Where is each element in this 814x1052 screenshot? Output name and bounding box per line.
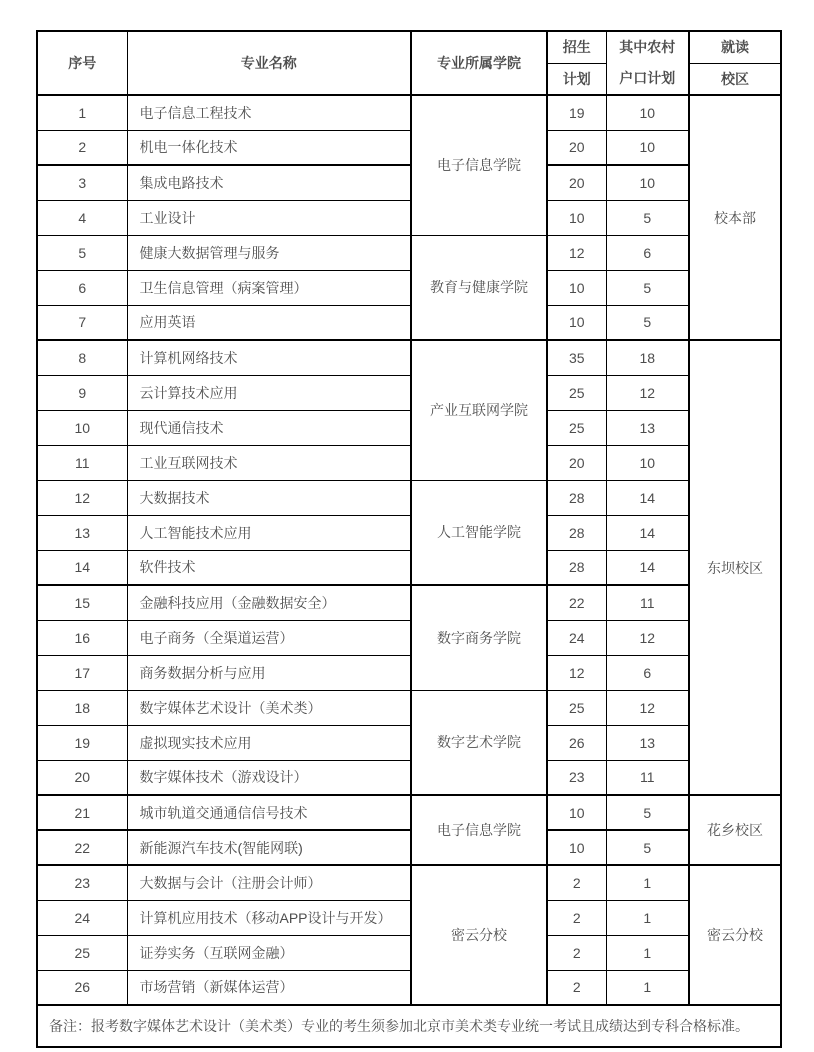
college-cell: 密云分校	[411, 865, 547, 1005]
rural-plan-cell: 10	[606, 130, 689, 165]
major-name-cell: 机电一体化技术	[127, 130, 411, 165]
major-name-cell: 现代通信技术	[127, 410, 411, 445]
enrollment-plan-cell: 24	[547, 620, 606, 655]
table-row	[37, 480, 781, 515]
rural-plan-cell: 5	[606, 305, 689, 340]
row-number-cell: 6	[37, 270, 127, 305]
enrollment-plan-cell: 10	[547, 830, 606, 865]
rural-plan-cell: 14	[606, 515, 689, 550]
college-cell: 数字艺术学院	[411, 690, 547, 795]
major-name-cell: 新能源汽车技术(智能网联)	[127, 830, 411, 865]
table-row	[37, 200, 781, 235]
major-name-cell: 金融科技应用（金融数据安全）	[127, 585, 411, 620]
row-number-cell: 7	[37, 305, 127, 340]
note-text: 备注：报考数字媒体艺术设计（美术类）专业的考生须参加北京市美术类专业统一考试且成绩达到专科合格标准。	[37, 1005, 781, 1047]
college-cell: 教育与健康学院	[411, 235, 547, 340]
table-row	[37, 585, 781, 620]
header-rural-line2: 户口计划	[619, 70, 676, 86]
enrollment-plan-cell: 35	[547, 340, 606, 375]
row-number-cell: 12	[37, 480, 127, 515]
major-name-cell: 证券实务（互联网金融）	[127, 935, 411, 970]
rural-plan-cell: 6	[606, 235, 689, 270]
major-name-cell: 电子信息工程技术	[127, 95, 411, 130]
row-number-cell: 10	[37, 410, 127, 445]
row-number-cell: 19	[37, 725, 127, 760]
row-number-cell: 4	[37, 200, 127, 235]
rural-plan-cell: 12	[606, 375, 689, 410]
table-row	[37, 445, 781, 480]
major-name-cell: 工业设计	[127, 200, 411, 235]
college-cell: 产业互联网学院	[411, 340, 547, 480]
enrollment-plan-cell: 12	[547, 655, 606, 690]
rural-plan-cell: 5	[606, 270, 689, 305]
table-row	[37, 340, 781, 375]
enrollment-plan-cell: 25	[547, 375, 606, 410]
rural-plan-cell: 5	[606, 200, 689, 235]
enrollment-plan-cell: 2	[547, 900, 606, 935]
rural-plan-cell: 5	[606, 830, 689, 865]
major-name-cell: 电子商务（全渠道运营）	[127, 620, 411, 655]
rural-plan-cell: 11	[606, 760, 689, 795]
enrollment-plan-cell: 10	[547, 200, 606, 235]
header-row-1	[37, 31, 781, 63]
major-name-cell: 城市轨道交通通信信号技术	[127, 795, 411, 830]
major-name-cell: 软件技术	[127, 550, 411, 585]
table-row	[37, 725, 781, 760]
major-name-cell: 数字媒体艺术设计（美术类）	[127, 690, 411, 725]
major-name-cell: 计算机应用技术（移动APP设计与开发）	[127, 900, 411, 935]
header-serial-number: 序号	[37, 31, 127, 95]
enrollment-plan-cell: 22	[547, 585, 606, 620]
major-name-cell: 数字媒体技术（游戏设计）	[127, 760, 411, 795]
table-row	[37, 620, 781, 655]
table-row	[37, 935, 781, 970]
enrollment-plan-cell: 28	[547, 550, 606, 585]
enrollment-plan-cell: 2	[547, 970, 606, 1005]
rural-plan-cell: 13	[606, 725, 689, 760]
header-enrollment-top: 招生	[547, 31, 606, 63]
rural-plan-cell: 13	[606, 410, 689, 445]
rural-plan-cell: 10	[606, 445, 689, 480]
table-row	[37, 900, 781, 935]
enrollment-plan-cell: 10	[547, 270, 606, 305]
rural-plan-cell: 14	[606, 550, 689, 585]
rural-plan-cell: 10	[606, 95, 689, 130]
row-number-cell: 21	[37, 795, 127, 830]
major-name-cell: 虚拟现实技术应用	[127, 725, 411, 760]
college-cell: 数字商务学院	[411, 585, 547, 690]
major-name-cell: 工业互联网技术	[127, 445, 411, 480]
row-number-cell: 22	[37, 830, 127, 865]
enrollment-plan-cell: 10	[547, 795, 606, 830]
table-row	[37, 795, 781, 830]
row-number-cell: 14	[37, 550, 127, 585]
row-number-cell: 3	[37, 165, 127, 200]
row-number-cell: 16	[37, 620, 127, 655]
header-rural-line1: 其中农村	[619, 39, 676, 55]
college-cell: 人工智能学院	[411, 480, 547, 585]
row-number-cell: 11	[37, 445, 127, 480]
row-number-cell: 23	[37, 865, 127, 900]
table-row	[37, 165, 781, 200]
enrollment-plan-cell: 23	[547, 760, 606, 795]
major-name-cell: 卫生信息管理（病案管理）	[127, 270, 411, 305]
rural-plan-cell: 1	[606, 900, 689, 935]
table-row	[37, 760, 781, 795]
table-row	[37, 235, 781, 270]
major-name-cell: 集成电路技术	[127, 165, 411, 200]
enrollment-plan-cell: 20	[547, 445, 606, 480]
enrollment-plan-cell: 26	[547, 725, 606, 760]
table-row	[37, 865, 781, 900]
header-campus-top: 就读	[689, 31, 781, 63]
row-number-cell: 1	[37, 95, 127, 130]
note-row	[37, 1005, 781, 1047]
enrollment-plan-table-wrap	[36, 30, 782, 1048]
header-campus-bottom: 校区	[689, 63, 781, 95]
rural-plan-cell: 1	[606, 935, 689, 970]
rural-plan-cell: 6	[606, 655, 689, 690]
table-row	[37, 550, 781, 585]
enrollment-plan-cell: 28	[547, 515, 606, 550]
table-row	[37, 130, 781, 165]
major-name-cell: 健康大数据管理与服务	[127, 235, 411, 270]
enrollment-plan-cell: 10	[547, 305, 606, 340]
table-row	[37, 305, 781, 340]
row-number-cell: 25	[37, 935, 127, 970]
table-row	[37, 410, 781, 445]
row-number-cell: 2	[37, 130, 127, 165]
enrollment-plan-cell: 20	[547, 130, 606, 165]
enrollment-plan-cell: 25	[547, 690, 606, 725]
enrollment-plan-table	[36, 30, 782, 1048]
major-name-cell: 云计算技术应用	[127, 375, 411, 410]
enrollment-plan-cell: 2	[547, 865, 606, 900]
row-number-cell: 17	[37, 655, 127, 690]
table-body	[37, 95, 781, 1005]
row-number-cell: 24	[37, 900, 127, 935]
major-name-cell: 市场营销（新媒体运营）	[127, 970, 411, 1005]
table-row	[37, 270, 781, 305]
row-number-cell: 18	[37, 690, 127, 725]
rural-plan-cell: 12	[606, 690, 689, 725]
campus-cell: 花乡校区	[689, 795, 781, 865]
row-number-cell: 9	[37, 375, 127, 410]
campus-cell: 东坝校区	[689, 340, 781, 795]
enrollment-plan-cell: 19	[547, 95, 606, 130]
table-row	[37, 375, 781, 410]
major-name-cell: 计算机网络技术	[127, 340, 411, 375]
rural-plan-cell: 1	[606, 865, 689, 900]
header-enrollment-bottom: 计划	[547, 63, 606, 95]
enrollment-plan-cell: 20	[547, 165, 606, 200]
table-header	[37, 31, 781, 95]
rural-plan-cell: 11	[606, 585, 689, 620]
row-number-cell: 26	[37, 970, 127, 1005]
enrollment-plan-cell: 25	[547, 410, 606, 445]
college-cell: 电子信息学院	[411, 795, 547, 865]
rural-plan-cell: 12	[606, 620, 689, 655]
table-row	[37, 655, 781, 690]
college-cell: 电子信息学院	[411, 95, 547, 235]
table-footer	[37, 1005, 781, 1047]
table-row	[37, 970, 781, 1005]
rural-plan-cell: 5	[606, 795, 689, 830]
rural-plan-cell: 1	[606, 970, 689, 1005]
row-number-cell: 15	[37, 585, 127, 620]
enrollment-plan-cell: 2	[547, 935, 606, 970]
enrollment-plan-cell: 12	[547, 235, 606, 270]
header-rural-plan	[606, 31, 689, 95]
header-college: 专业所属学院	[411, 31, 547, 95]
row-number-cell: 13	[37, 515, 127, 550]
table-row	[37, 830, 781, 865]
campus-cell: 校本部	[689, 95, 781, 340]
major-name-cell: 大数据与会计（注册会计师）	[127, 865, 411, 900]
header-major-name: 专业名称	[127, 31, 411, 95]
rural-plan-cell: 18	[606, 340, 689, 375]
table-row	[37, 515, 781, 550]
major-name-cell: 商务数据分析与应用	[127, 655, 411, 690]
table-row	[37, 95, 781, 130]
row-number-cell: 8	[37, 340, 127, 375]
enrollment-plan-cell: 28	[547, 480, 606, 515]
major-name-cell: 大数据技术	[127, 480, 411, 515]
row-number-cell: 5	[37, 235, 127, 270]
major-name-cell: 人工智能技术应用	[127, 515, 411, 550]
row-number-cell: 20	[37, 760, 127, 795]
rural-plan-cell: 14	[606, 480, 689, 515]
table-row	[37, 690, 781, 725]
campus-cell: 密云分校	[689, 865, 781, 1005]
major-name-cell: 应用英语	[127, 305, 411, 340]
rural-plan-cell: 10	[606, 165, 689, 200]
